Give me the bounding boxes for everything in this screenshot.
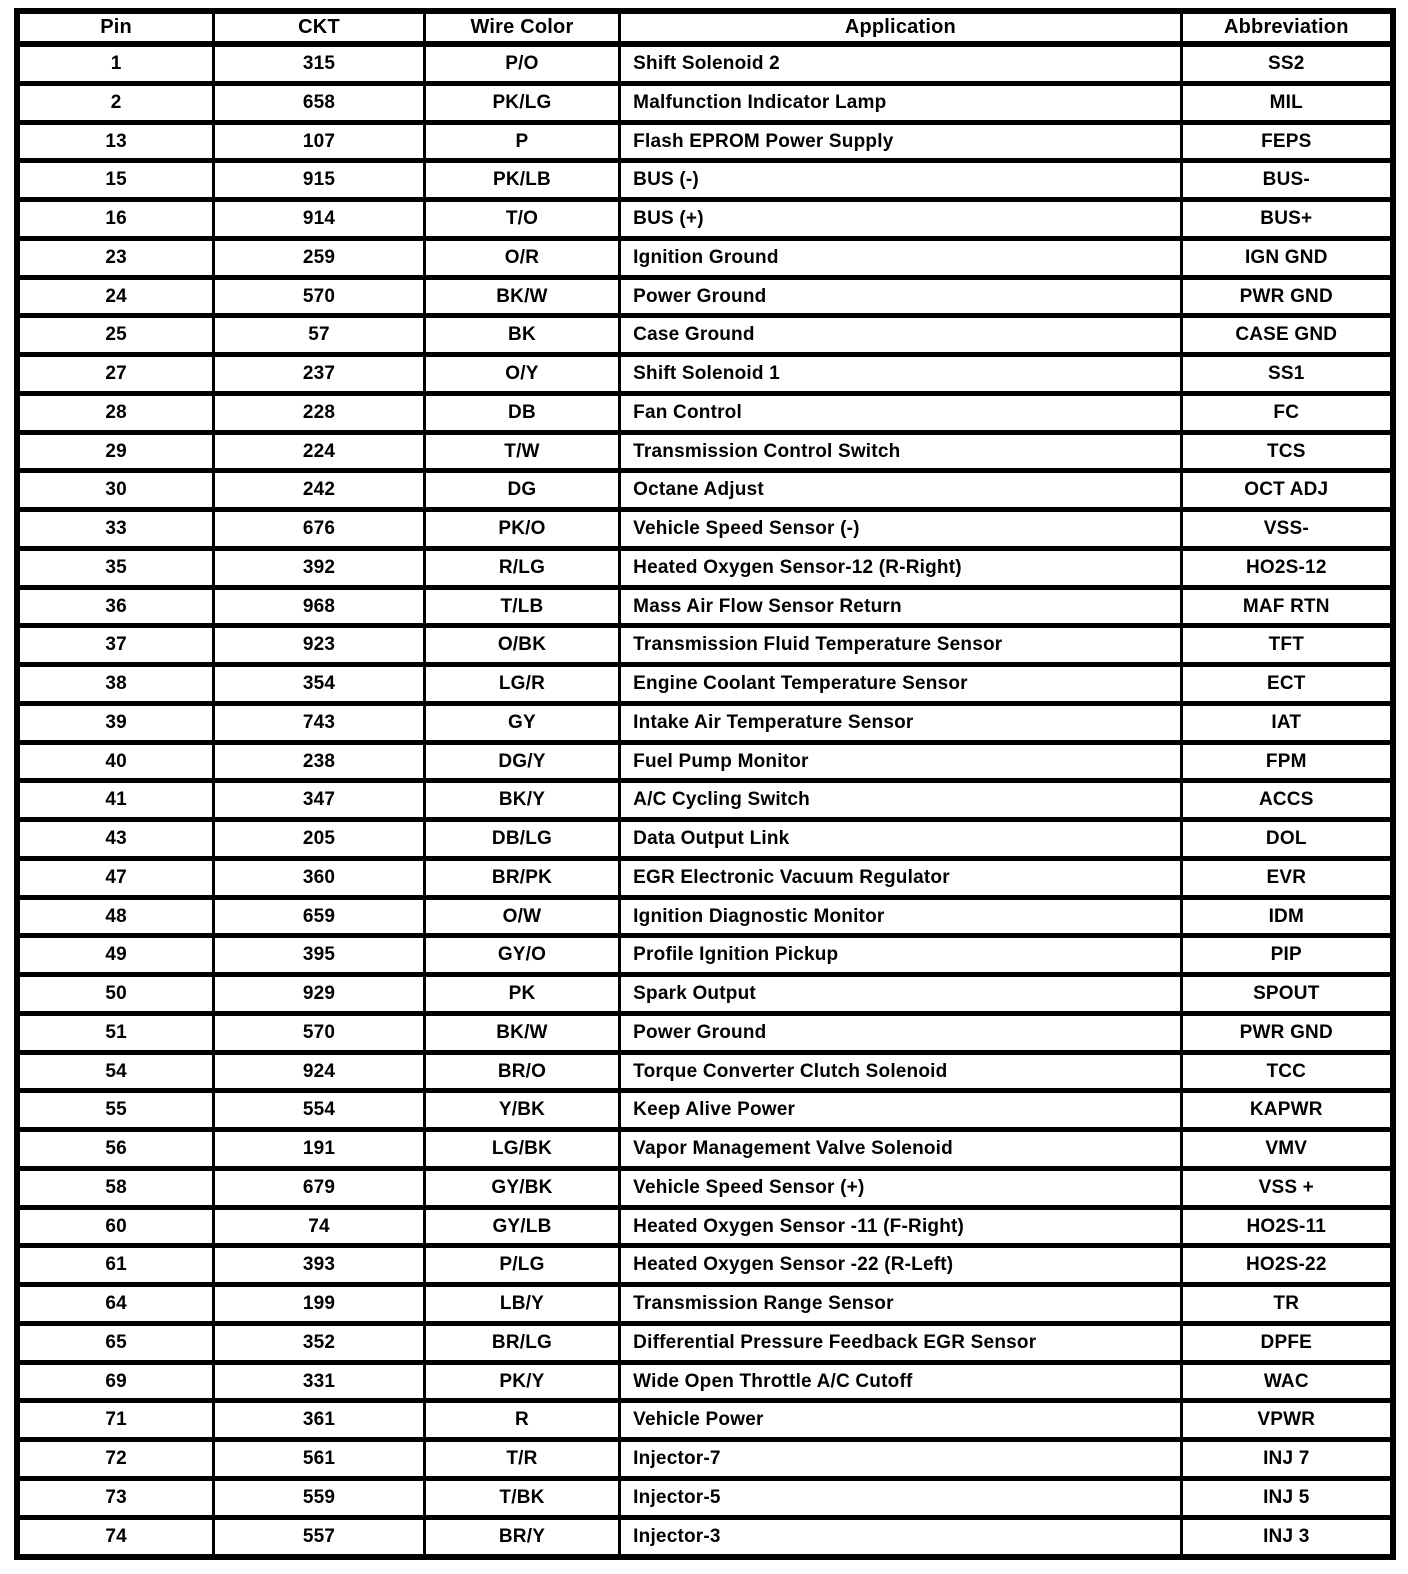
cell-wire-color: PK/LG <box>424 83 619 122</box>
cell-pin: 40 <box>17 742 214 781</box>
cell-wire-color: T/W <box>424 432 619 471</box>
cell-abbreviation: DPFE <box>1181 1323 1393 1362</box>
cell-ckt: 557 <box>214 1517 425 1557</box>
cell-ckt: 743 <box>214 703 425 742</box>
table-row <box>17 975 1393 1014</box>
cell-pin: 37 <box>17 626 214 665</box>
column-header-application: Application <box>620 11 1181 44</box>
cell-application: BUS (-) <box>620 161 1181 200</box>
cell-ckt: 259 <box>214 238 425 277</box>
cell-abbreviation: TR <box>1181 1285 1393 1324</box>
cell-application: Octane Adjust <box>620 471 1181 510</box>
cell-application: BUS (+) <box>620 200 1181 239</box>
table-row <box>17 316 1393 355</box>
cell-ckt: 570 <box>214 277 425 316</box>
cell-ckt: 191 <box>214 1130 425 1169</box>
table-row <box>17 432 1393 471</box>
cell-pin: 64 <box>17 1285 214 1324</box>
cell-abbreviation: KAPWR <box>1181 1091 1393 1130</box>
cell-pin: 58 <box>17 1168 214 1207</box>
cell-wire-color: PK/LB <box>424 161 619 200</box>
cell-pin: 50 <box>17 975 214 1014</box>
cell-application: Heated Oxygen Sensor-12 (R-Right) <box>620 548 1181 587</box>
cell-ckt: 354 <box>214 665 425 704</box>
cell-pin: 71 <box>17 1401 214 1440</box>
cell-application: Shift Solenoid 2 <box>620 44 1181 83</box>
cell-application: Engine Coolant Temperature Sensor <box>620 665 1181 704</box>
table-row <box>17 1168 1393 1207</box>
table-row <box>17 1130 1393 1169</box>
cell-ckt: 331 <box>214 1362 425 1401</box>
cell-ckt: 679 <box>214 1168 425 1207</box>
table-row <box>17 1323 1393 1362</box>
table-row <box>17 1362 1393 1401</box>
cell-abbreviation: FPM <box>1181 742 1393 781</box>
cell-abbreviation: FC <box>1181 393 1393 432</box>
cell-pin: 15 <box>17 161 214 200</box>
cell-abbreviation: HO2S-22 <box>1181 1246 1393 1285</box>
cell-pin: 41 <box>17 781 214 820</box>
cell-application: Profile Ignition Pickup <box>620 936 1181 975</box>
header-row <box>17 11 1393 44</box>
cell-application: A/C Cycling Switch <box>620 781 1181 820</box>
cell-application: Transmission Fluid Temperature Sensor <box>620 626 1181 665</box>
table-row <box>17 200 1393 239</box>
table-row <box>17 626 1393 665</box>
cell-application: Transmission Control Switch <box>620 432 1181 471</box>
table-row <box>17 781 1393 820</box>
cell-wire-color: GY/BK <box>424 1168 619 1207</box>
cell-wire-color: P/LG <box>424 1246 619 1285</box>
cell-ckt: 923 <box>214 626 425 665</box>
cell-application: Ignition Ground <box>620 238 1181 277</box>
cell-wire-color: LG/BK <box>424 1130 619 1169</box>
cell-pin: 13 <box>17 122 214 161</box>
table-row <box>17 703 1393 742</box>
cell-abbreviation: SS1 <box>1181 355 1393 394</box>
cell-abbreviation: PWR GND <box>1181 277 1393 316</box>
cell-application: Keep Alive Power <box>620 1091 1181 1130</box>
cell-ckt: 74 <box>214 1207 425 1246</box>
cell-pin: 69 <box>17 1362 214 1401</box>
cell-ckt: 205 <box>214 820 425 859</box>
cell-pin: 38 <box>17 665 214 704</box>
cell-application: EGR Electronic Vacuum Regulator <box>620 858 1181 897</box>
cell-ckt: 238 <box>214 742 425 781</box>
cell-wire-color: P <box>424 122 619 161</box>
cell-ckt: 228 <box>214 393 425 432</box>
cell-abbreviation: IDM <box>1181 897 1393 936</box>
cell-pin: 30 <box>17 471 214 510</box>
cell-ckt: 658 <box>214 83 425 122</box>
cell-ckt: 915 <box>214 161 425 200</box>
cell-ckt: 929 <box>214 975 425 1014</box>
cell-wire-color: O/W <box>424 897 619 936</box>
cell-wire-color: BR/PK <box>424 858 619 897</box>
cell-application: Power Ground <box>620 277 1181 316</box>
cell-abbreviation: EVR <box>1181 858 1393 897</box>
cell-wire-color: PK/Y <box>424 1362 619 1401</box>
cell-abbreviation: VSS- <box>1181 510 1393 549</box>
table-row <box>17 510 1393 549</box>
cell-abbreviation: HO2S-11 <box>1181 1207 1393 1246</box>
cell-abbreviation: IGN GND <box>1181 238 1393 277</box>
cell-application: Intake Air Temperature Sensor <box>620 703 1181 742</box>
table-row <box>17 665 1393 704</box>
column-header-wire-color: Wire Color <box>424 11 619 44</box>
cell-pin: 65 <box>17 1323 214 1362</box>
cell-ckt: 242 <box>214 471 425 510</box>
pcm-pinout-table <box>14 8 1396 1560</box>
table-row <box>17 393 1393 432</box>
cell-application: Case Ground <box>620 316 1181 355</box>
cell-application: Fan Control <box>620 393 1181 432</box>
cell-wire-color: BR/LG <box>424 1323 619 1362</box>
cell-pin: 36 <box>17 587 214 626</box>
cell-application: Malfunction Indicator Lamp <box>620 83 1181 122</box>
cell-abbreviation: INJ 7 <box>1181 1440 1393 1479</box>
cell-application: Mass Air Flow Sensor Return <box>620 587 1181 626</box>
cell-pin: 56 <box>17 1130 214 1169</box>
cell-application: Injector-7 <box>620 1440 1181 1479</box>
cell-abbreviation: MAF RTN <box>1181 587 1393 626</box>
column-header-pin: Pin <box>17 11 214 44</box>
cell-wire-color: P/O <box>424 44 619 83</box>
table-row <box>17 1013 1393 1052</box>
cell-wire-color: R/LG <box>424 548 619 587</box>
cell-wire-color: PK <box>424 975 619 1014</box>
cell-ckt: 361 <box>214 1401 425 1440</box>
table-row <box>17 548 1393 587</box>
table-row <box>17 742 1393 781</box>
cell-application: Ignition Diagnostic Monitor <box>620 897 1181 936</box>
table-body <box>17 44 1393 1557</box>
cell-wire-color: O/R <box>424 238 619 277</box>
cell-wire-color: BK/W <box>424 277 619 316</box>
table-row <box>17 83 1393 122</box>
cell-ckt: 968 <box>214 587 425 626</box>
cell-pin: 51 <box>17 1013 214 1052</box>
cell-ckt: 360 <box>214 858 425 897</box>
cell-application: Vapor Management Valve Solenoid <box>620 1130 1181 1169</box>
table-row <box>17 1517 1393 1557</box>
cell-pin: 24 <box>17 277 214 316</box>
table-row <box>17 820 1393 859</box>
cell-ckt: 554 <box>214 1091 425 1130</box>
cell-application: Wide Open Throttle A/C Cutoff <box>620 1362 1181 1401</box>
cell-wire-color: DG <box>424 471 619 510</box>
table-row <box>17 471 1393 510</box>
table-row <box>17 897 1393 936</box>
cell-ckt: 676 <box>214 510 425 549</box>
cell-application: Spark Output <box>620 975 1181 1014</box>
cell-abbreviation: VPWR <box>1181 1401 1393 1440</box>
cell-abbreviation: VMV <box>1181 1130 1393 1169</box>
cell-abbreviation: ACCS <box>1181 781 1393 820</box>
cell-application: Vehicle Speed Sensor (-) <box>620 510 1181 549</box>
cell-application: Heated Oxygen Sensor -11 (F-Right) <box>620 1207 1181 1246</box>
cell-pin: 49 <box>17 936 214 975</box>
cell-abbreviation: PIP <box>1181 936 1393 975</box>
table-row <box>17 1401 1393 1440</box>
cell-ckt: 57 <box>214 316 425 355</box>
cell-wire-color: GY <box>424 703 619 742</box>
cell-ckt: 392 <box>214 548 425 587</box>
cell-pin: 2 <box>17 83 214 122</box>
cell-wire-color: BK/Y <box>424 781 619 820</box>
table-row <box>17 44 1393 83</box>
table-row <box>17 355 1393 394</box>
table-row <box>17 936 1393 975</box>
cell-abbreviation: BUS- <box>1181 161 1393 200</box>
cell-pin: 25 <box>17 316 214 355</box>
cell-wire-color: O/BK <box>424 626 619 665</box>
cell-abbreviation: INJ 5 <box>1181 1478 1393 1517</box>
table-row <box>17 1440 1393 1479</box>
cell-abbreviation: SPOUT <box>1181 975 1393 1014</box>
cell-application: Heated Oxygen Sensor -22 (R-Left) <box>620 1246 1181 1285</box>
cell-abbreviation: PWR GND <box>1181 1013 1393 1052</box>
cell-pin: 47 <box>17 858 214 897</box>
cell-pin: 54 <box>17 1052 214 1091</box>
cell-ckt: 393 <box>214 1246 425 1285</box>
cell-abbreviation: OCT ADJ <box>1181 471 1393 510</box>
cell-pin: 55 <box>17 1091 214 1130</box>
cell-application: Injector-5 <box>620 1478 1181 1517</box>
table-row <box>17 122 1393 161</box>
table-row <box>17 1052 1393 1091</box>
cell-pin: 33 <box>17 510 214 549</box>
cell-abbreviation: SS2 <box>1181 44 1393 83</box>
cell-application: Power Ground <box>620 1013 1181 1052</box>
cell-wire-color: GY/LB <box>424 1207 619 1246</box>
cell-ckt: 395 <box>214 936 425 975</box>
table-row <box>17 1285 1393 1324</box>
cell-wire-color: R <box>424 1401 619 1440</box>
cell-wire-color: DB/LG <box>424 820 619 859</box>
table-row <box>17 587 1393 626</box>
table-row <box>17 238 1393 277</box>
cell-application: Fuel Pump Monitor <box>620 742 1181 781</box>
column-header-abbreviation: Abbreviation <box>1181 11 1393 44</box>
cell-wire-color: GY/O <box>424 936 619 975</box>
table-row <box>17 1091 1393 1130</box>
cell-pin: 29 <box>17 432 214 471</box>
cell-abbreviation: CASE GND <box>1181 316 1393 355</box>
cell-abbreviation: WAC <box>1181 1362 1393 1401</box>
cell-wire-color: BR/O <box>424 1052 619 1091</box>
cell-pin: 28 <box>17 393 214 432</box>
column-header-ckt: CKT <box>214 11 425 44</box>
cell-abbreviation: TCS <box>1181 432 1393 471</box>
cell-wire-color: T/R <box>424 1440 619 1479</box>
cell-pin: 72 <box>17 1440 214 1479</box>
cell-pin: 60 <box>17 1207 214 1246</box>
cell-wire-color: BR/Y <box>424 1517 619 1557</box>
cell-pin: 43 <box>17 820 214 859</box>
table-row <box>17 161 1393 200</box>
cell-ckt: 561 <box>214 1440 425 1479</box>
cell-wire-color: O/Y <box>424 355 619 394</box>
cell-wire-color: Y/BK <box>424 1091 619 1130</box>
cell-wire-color: LG/R <box>424 665 619 704</box>
cell-ckt: 315 <box>214 44 425 83</box>
cell-application: Injector-3 <box>620 1517 1181 1557</box>
cell-wire-color: LB/Y <box>424 1285 619 1324</box>
cell-abbreviation: INJ 3 <box>1181 1517 1393 1557</box>
cell-application: Flash EPROM Power Supply <box>620 122 1181 161</box>
cell-abbreviation: BUS+ <box>1181 200 1393 239</box>
cell-wire-color: PK/O <box>424 510 619 549</box>
cell-wire-color: T/BK <box>424 1478 619 1517</box>
cell-pin: 61 <box>17 1246 214 1285</box>
cell-application: Vehicle Power <box>620 1401 1181 1440</box>
cell-wire-color: T/LB <box>424 587 619 626</box>
cell-ckt: 199 <box>214 1285 425 1324</box>
cell-abbreviation: TCC <box>1181 1052 1393 1091</box>
cell-pin: 27 <box>17 355 214 394</box>
cell-abbreviation: IAT <box>1181 703 1393 742</box>
cell-application: Vehicle Speed Sensor (+) <box>620 1168 1181 1207</box>
cell-pin: 74 <box>17 1517 214 1557</box>
cell-ckt: 924 <box>214 1052 425 1091</box>
cell-pin: 1 <box>17 44 214 83</box>
cell-abbreviation: FEPS <box>1181 122 1393 161</box>
cell-ckt: 659 <box>214 897 425 936</box>
cell-ckt: 107 <box>214 122 425 161</box>
cell-application: Differential Pressure Feedback EGR Sensor <box>620 1323 1181 1362</box>
cell-abbreviation: VSS + <box>1181 1168 1393 1207</box>
cell-pin: 35 <box>17 548 214 587</box>
cell-abbreviation: HO2S-12 <box>1181 548 1393 587</box>
cell-wire-color: BK/W <box>424 1013 619 1052</box>
cell-pin: 73 <box>17 1478 214 1517</box>
cell-ckt: 347 <box>214 781 425 820</box>
cell-ckt: 914 <box>214 200 425 239</box>
cell-ckt: 352 <box>214 1323 425 1362</box>
table-row <box>17 1246 1393 1285</box>
cell-abbreviation: DOL <box>1181 820 1393 859</box>
cell-pin: 23 <box>17 238 214 277</box>
cell-abbreviation: MIL <box>1181 83 1393 122</box>
cell-pin: 39 <box>17 703 214 742</box>
table-row <box>17 858 1393 897</box>
cell-wire-color: BK <box>424 316 619 355</box>
cell-abbreviation: TFT <box>1181 626 1393 665</box>
cell-ckt: 559 <box>214 1478 425 1517</box>
cell-application: Data Output Link <box>620 820 1181 859</box>
table-header <box>17 11 1393 44</box>
table-row <box>17 1478 1393 1517</box>
cell-application: Transmission Range Sensor <box>620 1285 1181 1324</box>
cell-pin: 16 <box>17 200 214 239</box>
cell-abbreviation: ECT <box>1181 665 1393 704</box>
cell-ckt: 224 <box>214 432 425 471</box>
cell-wire-color: DG/Y <box>424 742 619 781</box>
cell-ckt: 237 <box>214 355 425 394</box>
cell-wire-color: DB <box>424 393 619 432</box>
cell-application: Shift Solenoid 1 <box>620 355 1181 394</box>
cell-wire-color: T/O <box>424 200 619 239</box>
table-row <box>17 1207 1393 1246</box>
cell-application: Torque Converter Clutch Solenoid <box>620 1052 1181 1091</box>
cell-pin: 48 <box>17 897 214 936</box>
table-row <box>17 277 1393 316</box>
cell-ckt: 570 <box>214 1013 425 1052</box>
